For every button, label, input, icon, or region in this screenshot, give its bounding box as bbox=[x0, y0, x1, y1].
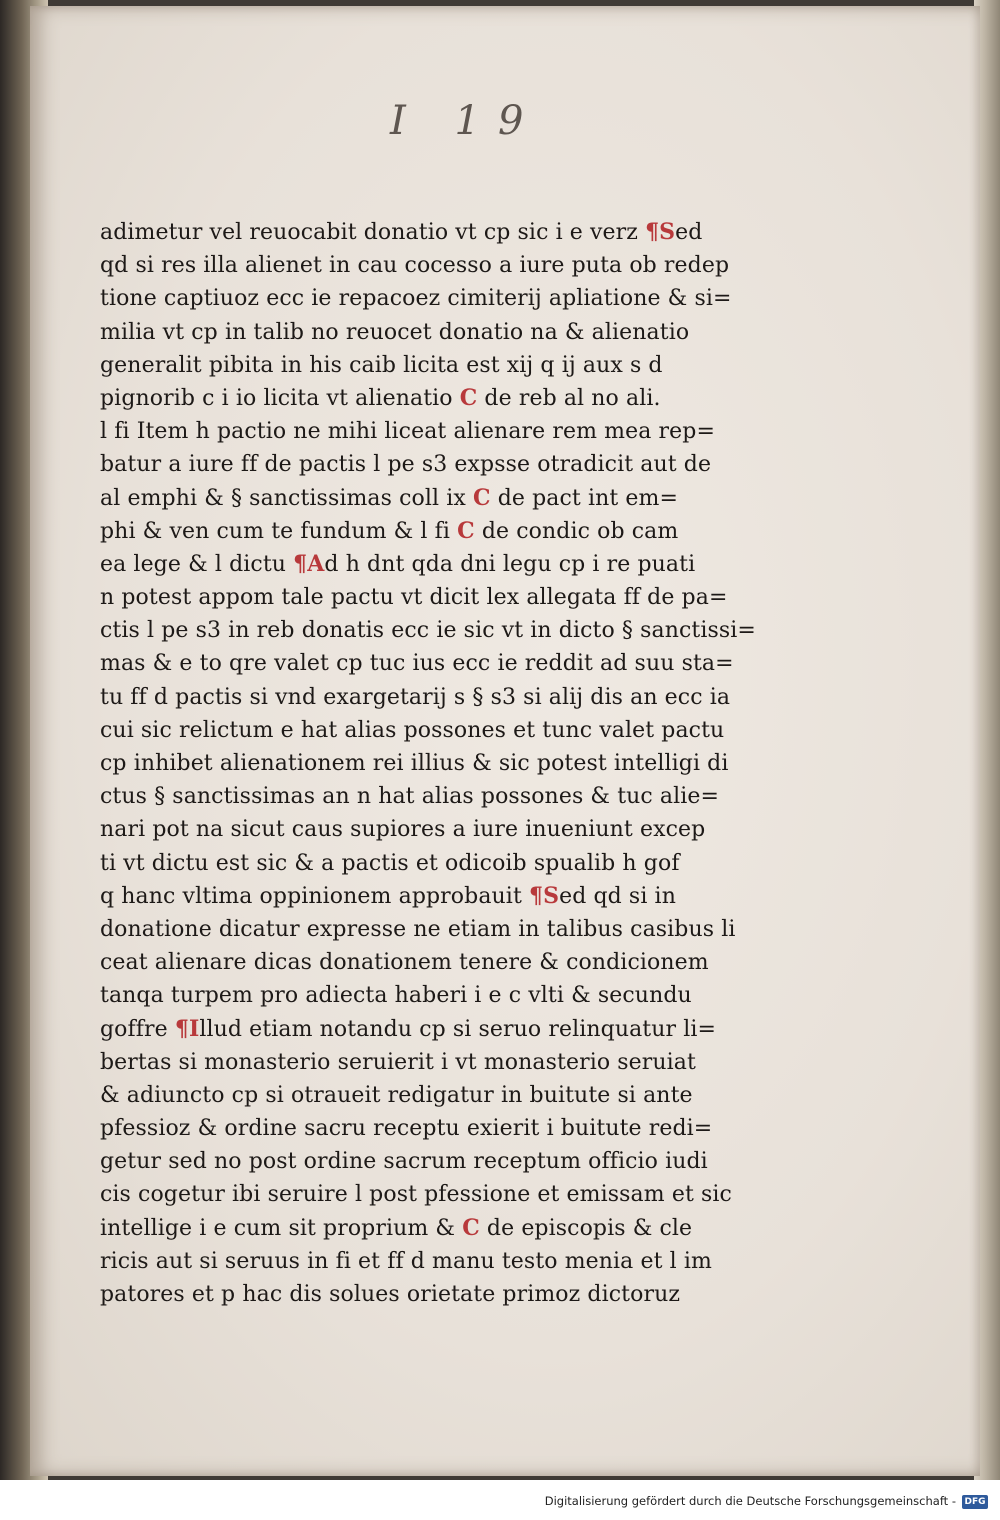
text-segment: d h dnt qda dni legu cp i re puati bbox=[324, 551, 696, 577]
text-segment: generalit pibita in his caib licita est xij q ij aux s d bbox=[100, 352, 663, 378]
text-line bbox=[100, 946, 720, 979]
dfg-logo: DFG bbox=[962, 1495, 988, 1509]
text-line bbox=[100, 249, 730, 282]
rubric-initial: ¶S bbox=[645, 219, 676, 245]
text-line bbox=[100, 1278, 720, 1311]
text-line bbox=[100, 349, 720, 382]
text-segment: ricis aut si seruus in fi et ff d manu testo menia et l im bbox=[100, 1248, 712, 1274]
text-line bbox=[100, 880, 720, 913]
rubric-initial: ¶I bbox=[174, 1015, 200, 1042]
text-segment: de episcopis & cle bbox=[479, 1215, 693, 1241]
footer-credit: Digitalisierung gefördert durch die Deutsche Forschungsgemeinschaft - bbox=[544, 1494, 956, 1508]
text-line bbox=[100, 1145, 720, 1178]
text-segment: ed bbox=[675, 220, 703, 245]
text-line bbox=[100, 282, 732, 315]
text-segment: de pact int em= bbox=[490, 485, 679, 511]
text-segment: llud etiam notandu cp si seruo relinquatur li= bbox=[199, 1016, 717, 1042]
text-segment: pfessioz & ordine sacru receptu exierit i buitute redi= bbox=[100, 1116, 713, 1142]
text-segment: pignorib c i io licita vt alienatio bbox=[100, 385, 460, 411]
text-segment: q hanc vltima oppinionem approbauit bbox=[100, 883, 529, 909]
text-line bbox=[100, 515, 720, 548]
text-segment: donatione dicatur expresse ne etiam in talibus casibus li bbox=[100, 916, 736, 942]
text-segment: cp inhibet alienationem rei illius & sic potest intelligi di bbox=[100, 751, 729, 776]
text-line bbox=[100, 1245, 720, 1278]
text-line bbox=[100, 448, 720, 481]
text-segment: al emphi & § sanctissimas coll ix bbox=[100, 485, 473, 511]
manuscript-page bbox=[30, 6, 980, 1476]
rubric-initial: C bbox=[462, 1214, 480, 1241]
text-segment: de condic ob cam bbox=[474, 518, 679, 544]
text-line bbox=[100, 316, 720, 349]
text-segment: ea lege & l dictu bbox=[100, 551, 294, 577]
text-line bbox=[100, 747, 729, 780]
text-line bbox=[100, 647, 734, 680]
text-segment: ceat alienare dicas donationem tenere & condicionem bbox=[100, 950, 709, 976]
text-line bbox=[100, 581, 728, 614]
footer-bar bbox=[0, 1480, 1000, 1520]
text-segment: ctis l pe s3 in reb donatis ecc ie sic vt in dicto § sanctissi= bbox=[100, 618, 756, 644]
text-segment: getur sed no post ordine sacrum receptum officio iudi bbox=[100, 1149, 708, 1175]
text-line bbox=[100, 979, 720, 1012]
text-segment: intellige i e cum sit proprium & bbox=[100, 1215, 463, 1241]
text-line bbox=[100, 913, 736, 946]
rubric-initial: ¶A bbox=[293, 550, 325, 577]
text-line bbox=[100, 847, 720, 880]
text-line bbox=[100, 1013, 720, 1046]
text-segment: tu ff d pactis si vnd exargetarij s § s3 si alij dis an ecc ia bbox=[100, 684, 731, 710]
text-segment: cui sic relictum e hat alias possones et tunc valet pactu bbox=[100, 717, 725, 743]
text-segment: phi & ven cum te fundum & l fi bbox=[100, 518, 458, 544]
text-segment: goffre bbox=[100, 1016, 175, 1042]
text-segment: tanqa turpem pro adiecta haberi i e c vlti & secundu bbox=[100, 983, 692, 1009]
text-line bbox=[100, 382, 720, 415]
text-segment: bertas si monasterio seruierit i vt monasterio seruiat bbox=[100, 1049, 696, 1075]
text-segment: ctus § sanctissimas an n hat alias possones & tuc alie= bbox=[100, 784, 720, 810]
folio-number: I 19 bbox=[390, 98, 542, 144]
text-segment: batur a iure ff de pactis l pe s3 expsse otradicit aut de bbox=[100, 452, 712, 478]
text-segment: nari pot na sicut caus supiores a iure inueniunt excep bbox=[100, 817, 706, 843]
text-segment: qd si res illa alienet in cau cocesso a iure puta ob redep bbox=[100, 253, 730, 279]
text-line bbox=[100, 1112, 720, 1145]
text-line bbox=[100, 813, 720, 846]
text-line bbox=[100, 1046, 720, 1079]
rubric-initial: C bbox=[473, 484, 491, 511]
text-line bbox=[100, 714, 725, 747]
text-column bbox=[100, 216, 756, 1311]
text-segment: l fi Item h pactio ne mihi liceat alienare rem mea rep= bbox=[100, 419, 716, 445]
text-line bbox=[100, 1178, 732, 1211]
text-segment: adimetur vel reuocabit donatio vt cp sic i e verz bbox=[100, 220, 646, 245]
text-segment: mas & e to qre valet cp tuc ius ecc ie reddit ad suu sta= bbox=[100, 651, 734, 677]
text-segment: ed qd si in bbox=[559, 883, 676, 909]
text-segment: de reb al no ali. bbox=[477, 385, 661, 411]
text-line bbox=[100, 1079, 720, 1112]
text-line bbox=[100, 780, 720, 813]
text-segment: tione captiuoz ecc ie repacoez cimiterij apliatione & si= bbox=[100, 286, 732, 312]
text-line bbox=[100, 482, 720, 515]
text-segment: milia vt cp in talib no reuocet donatio na & alienatio bbox=[100, 319, 690, 345]
text-line bbox=[100, 548, 720, 581]
rubric-initial: C bbox=[459, 384, 478, 411]
text-line bbox=[100, 415, 720, 448]
text-segment: & adiuncto cp si otraueit redigatur in buitute si ante bbox=[100, 1082, 693, 1108]
rubric-initial: ¶S bbox=[528, 882, 560, 909]
text-line bbox=[100, 614, 756, 647]
text-segment: ti vt dictu est sic & a pactis et odicoib spualib h gof bbox=[100, 850, 680, 876]
text-segment: n potest appom tale pactu vt dicit lex allegata ff de pa= bbox=[100, 585, 728, 611]
text-segment: cis cogetur ibi seruire l post pfessione et emissam et sic bbox=[100, 1182, 732, 1208]
text-line bbox=[100, 1212, 720, 1245]
text-segment: patores et p hac dis solues orietate primoz dictoruz bbox=[100, 1282, 681, 1307]
text-line bbox=[100, 681, 731, 714]
text-line bbox=[100, 216, 720, 249]
rubric-initial: C bbox=[457, 517, 475, 544]
